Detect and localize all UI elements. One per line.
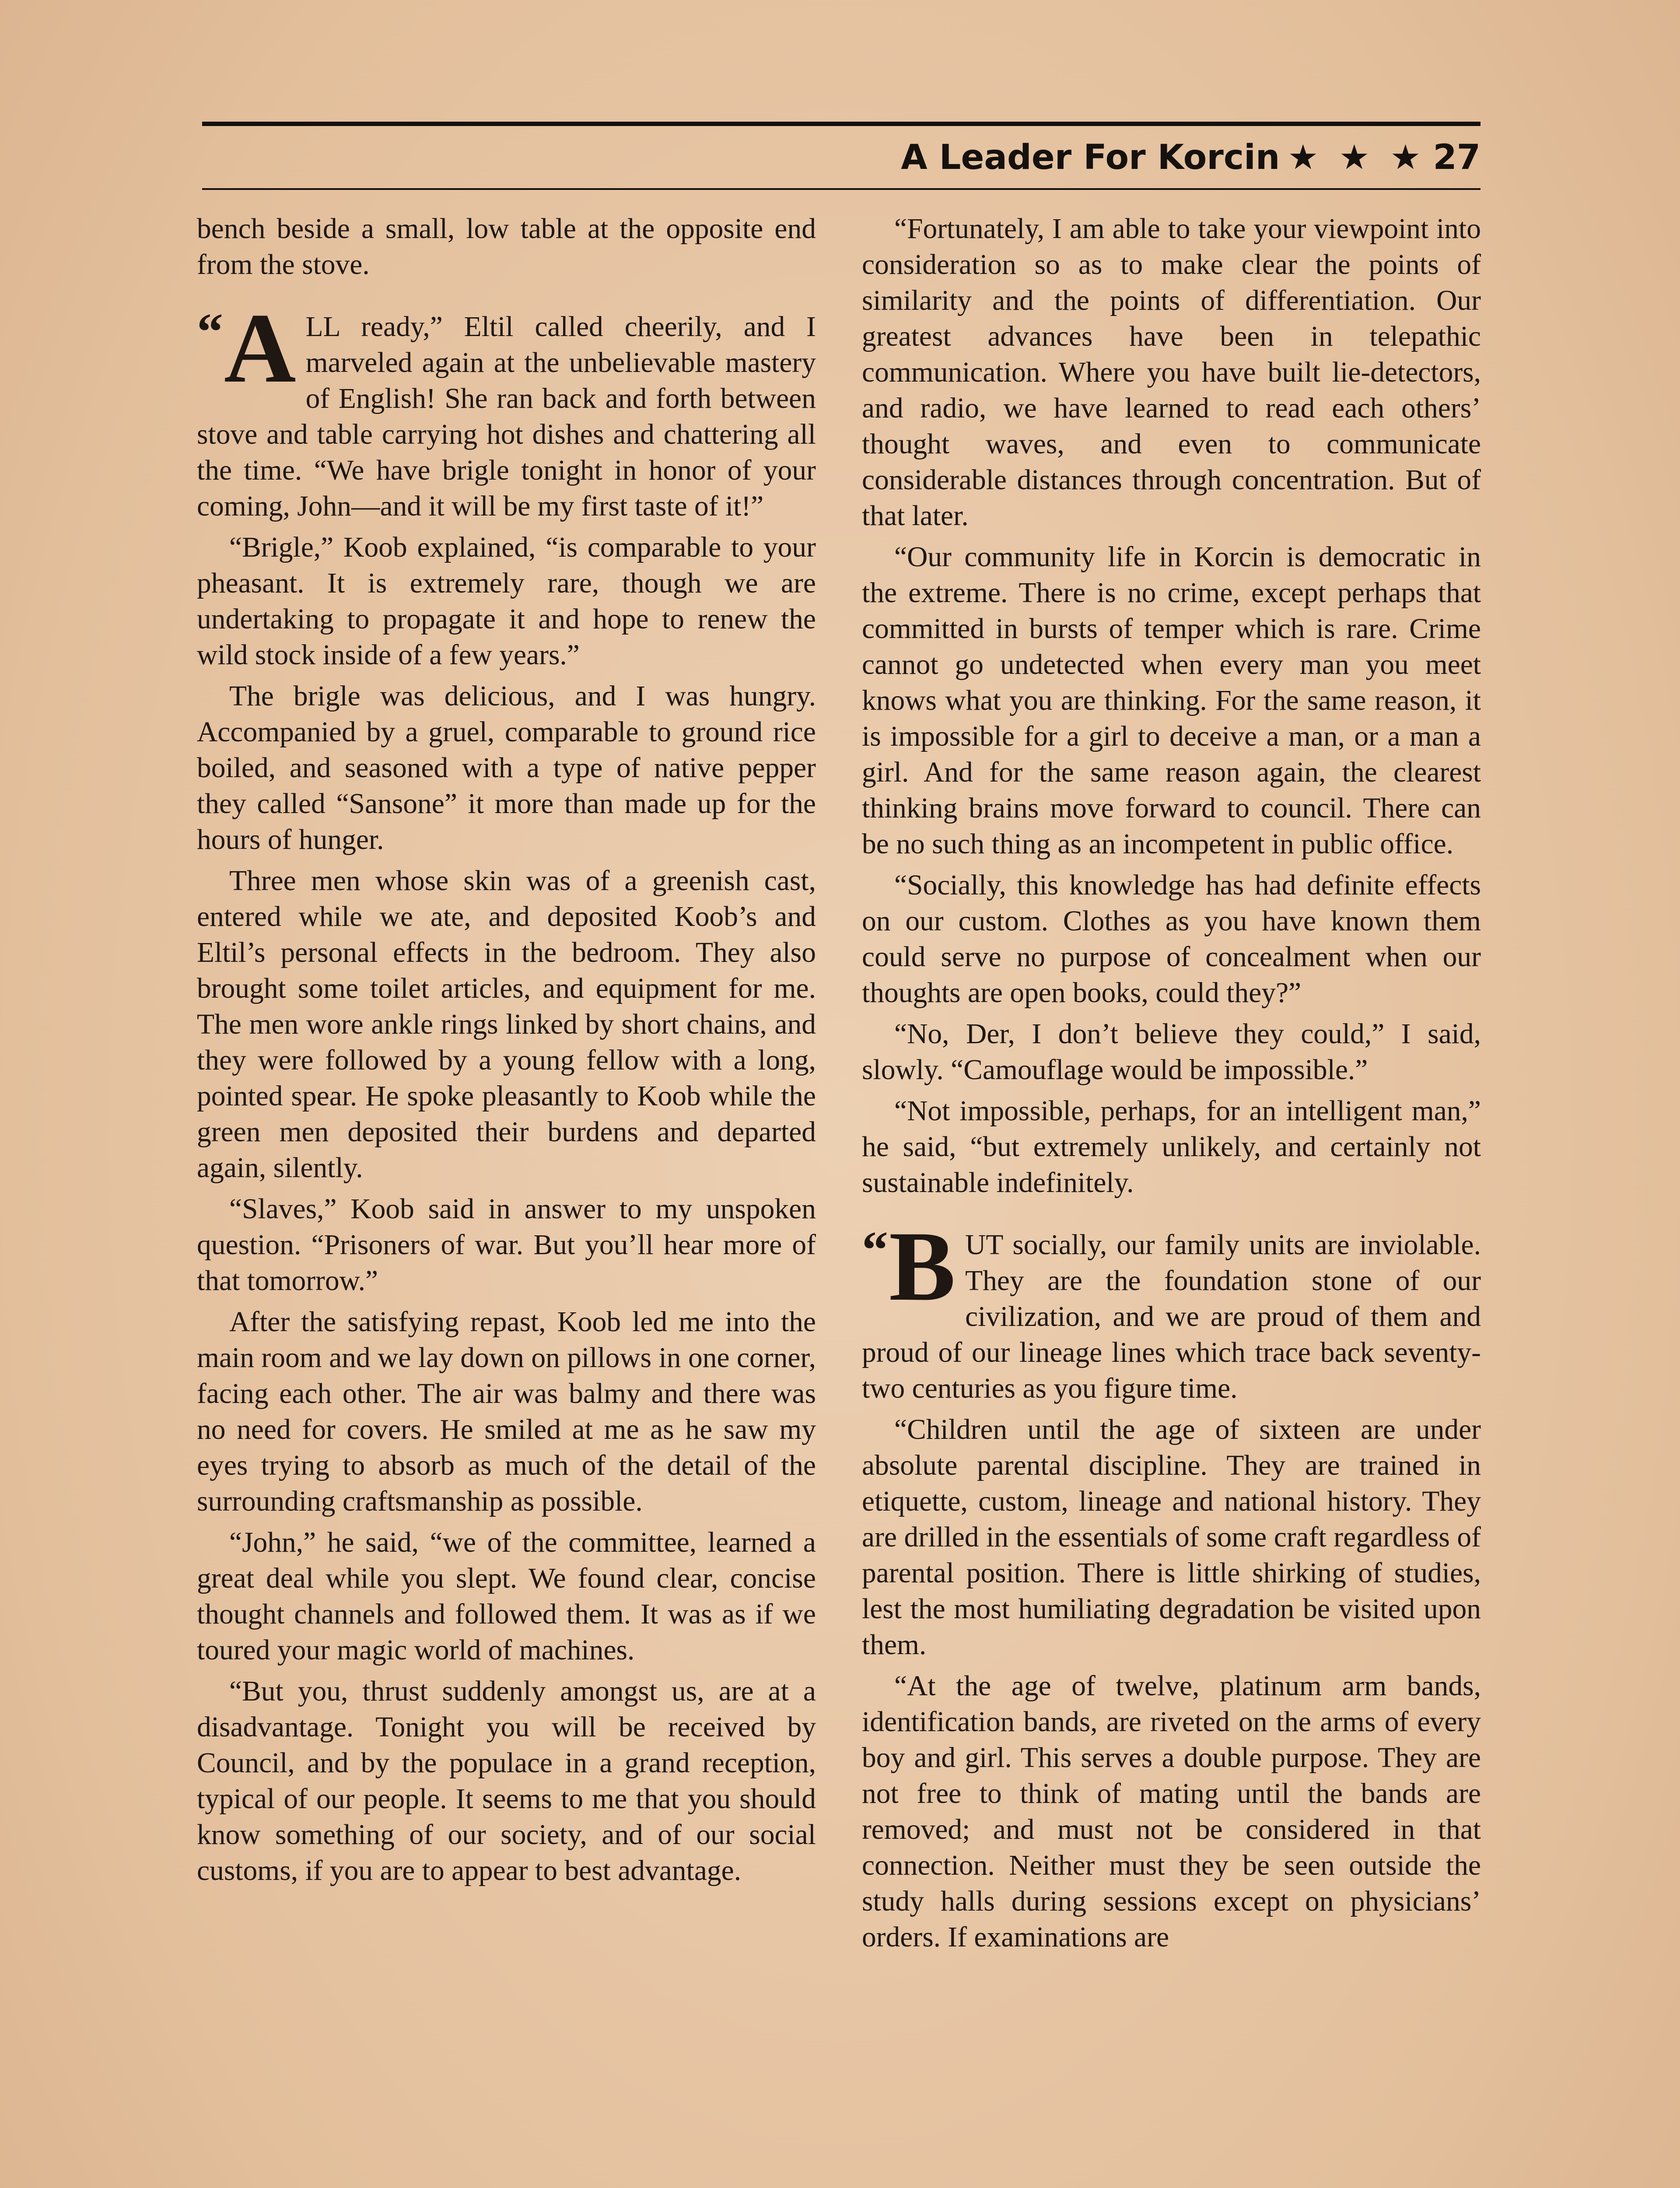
paragraph: After the satisfying repast, Koob led me into the main room and we lay down on pillows in one corner, facing each other. The air was balmy and there was no need for covers. He smiled at me as he saw my eyes trying to absorb as much of the detail of the surrounding craftsmanship as possible.	[197, 1306, 816, 1517]
paragraph: “Fortunately, I am able to take your viewpoint into consideration so as to make clear the points of similarity and the points of differentiation. Our greatest advances have been in telepathic communication. Where you have built lie-detectors, and radio, we have learned to read each others’ thought waves, and even to communicate considerable distances through concentration. But of that later.	[862, 213, 1481, 532]
dropcap-letter: B	[889, 1211, 956, 1322]
dropcap-quote: “	[862, 1220, 888, 1279]
paragraph-dropcap	[197, 293, 816, 524]
paragraph: The brigle was delicious, and I was hungry. Accompanied by a gruel, comparable to ground rice boiled, and seasoned with a type of native pepper they called “Sansone” it more than made up for the hours of hunger.	[197, 680, 816, 856]
paragraph: “Slaves,” Koob said in answer to my unspoken question. “Prisoners of war. But you’ll hear more of that tomorrow.”	[197, 1193, 816, 1297]
left-column	[197, 211, 816, 2188]
paragraph-text: LL ready,” Eltil called cheerily, and I marveled again at the unbelievable mastery of English! She ran back and forth between stove and table carrying hot dishes and chattering all the time. “We have brigle tonight in honor of your coming, John—and it will be my first taste of it!”	[197, 311, 816, 522]
running-head	[901, 133, 1480, 182]
paragraph: “Brigle,” Koob explained, “is comparable to your pheasant. It is extremely rare, though we are undertaking to propagate it and hope to renew the wild stock inside of a few years.”	[197, 532, 816, 671]
paragraph: “Socially, this knowledge has had definite effects on our custom. Clothes as you have known them could serve no purpose of concealment when our thoughts are open books, could they?”	[862, 870, 1481, 1009]
right-column	[862, 211, 1481, 2188]
story-title: A Leader For Korcin	[901, 138, 1280, 177]
paragraph: “Not impossible, perhaps, for an intelligent man,” he said, “but extremely unlikely, and certainly not sustainable indefinitely.	[862, 1095, 1481, 1199]
paragraph-dropcap	[862, 1211, 1481, 1406]
paragraph-text: UT socially, our family units are inviolable. They are the foundation stone of our civilization, and we are proud of them and proud of our lineage lines which trace back seventy-two centuries as you figure time.	[862, 1229, 1481, 1404]
dropcap-quote: “	[197, 302, 223, 361]
paragraph: Three men whose skin was of a greenish cast, entered while we ate, and deposited Koob’s and Eltil’s personal effects in the bedroom. They also brought some toilet articles, and equipment for me. The men wore ankle rings linked by short chains, and they were followed by a young fellow with a long, pointed spear. He spoke pleasantly to Koob while the green men deposited their burdens and departed again, silently.	[197, 865, 816, 1184]
paragraph: bench beside a small, low table at the opposite end from the stove.	[197, 213, 816, 281]
paragraph: “But you, thrust suddenly amongst us, are at a disadvantage. Tonight you will be received by Council, and by the populace in a grand reception, typical of our people. It seems to me that you should know something of our society, and of our social customs, if you are to appear to best advantage.	[197, 1676, 816, 1886]
paragraph: “John,” he said, “we of the committee, learned a great deal while you slept. We found clear, concise thought channels and followed them. It was as if we toured your magic world of machines.	[197, 1527, 816, 1666]
page-number: 27	[1433, 138, 1480, 177]
paragraph: “At the age of twelve, platinum arm bands, identification bands, are riveted on the arms of every boy and girl. This serves a double purpose. They are not free to think of mating until the bands are removed; and must not be considered in that connection. Neither must they be seen outside the study halls during sessions except on physicians’ orders. If examinations are	[862, 1670, 1481, 1953]
paragraph: “No, Der, I don’t believe they could,” I said, slowly. “Camouflage would be impossible.”	[862, 1018, 1481, 1086]
dropcap-letter: A	[224, 293, 296, 403]
star-icon: ★ ★ ★	[1288, 138, 1425, 177]
header-rule-bottom	[202, 188, 1480, 190]
paragraph: “Our community life in Korcin is democratic in the extreme. There is no crime, except perhaps that committed in bursts of temper which is rare. Crime cannot go undetected when every man you meet knows what you are thinking. For the same reason, it is impossible for a girl to deceive a man, or a man a girl. And for the same reason again, the clearest thinking brains move forward to council. There can be no such thing as an incompetent in public office.	[862, 541, 1481, 860]
header-rule-top	[202, 122, 1480, 126]
paragraph: “Children until the age of sixteen are under absolute parental discipline. They are trained in etiquette, custom, lineage and national history. They are drilled in the essentials of some craft regardless of parental position. There is little shirking of studies, lest the most humiliating degradation be visited upon them.	[862, 1414, 1481, 1661]
